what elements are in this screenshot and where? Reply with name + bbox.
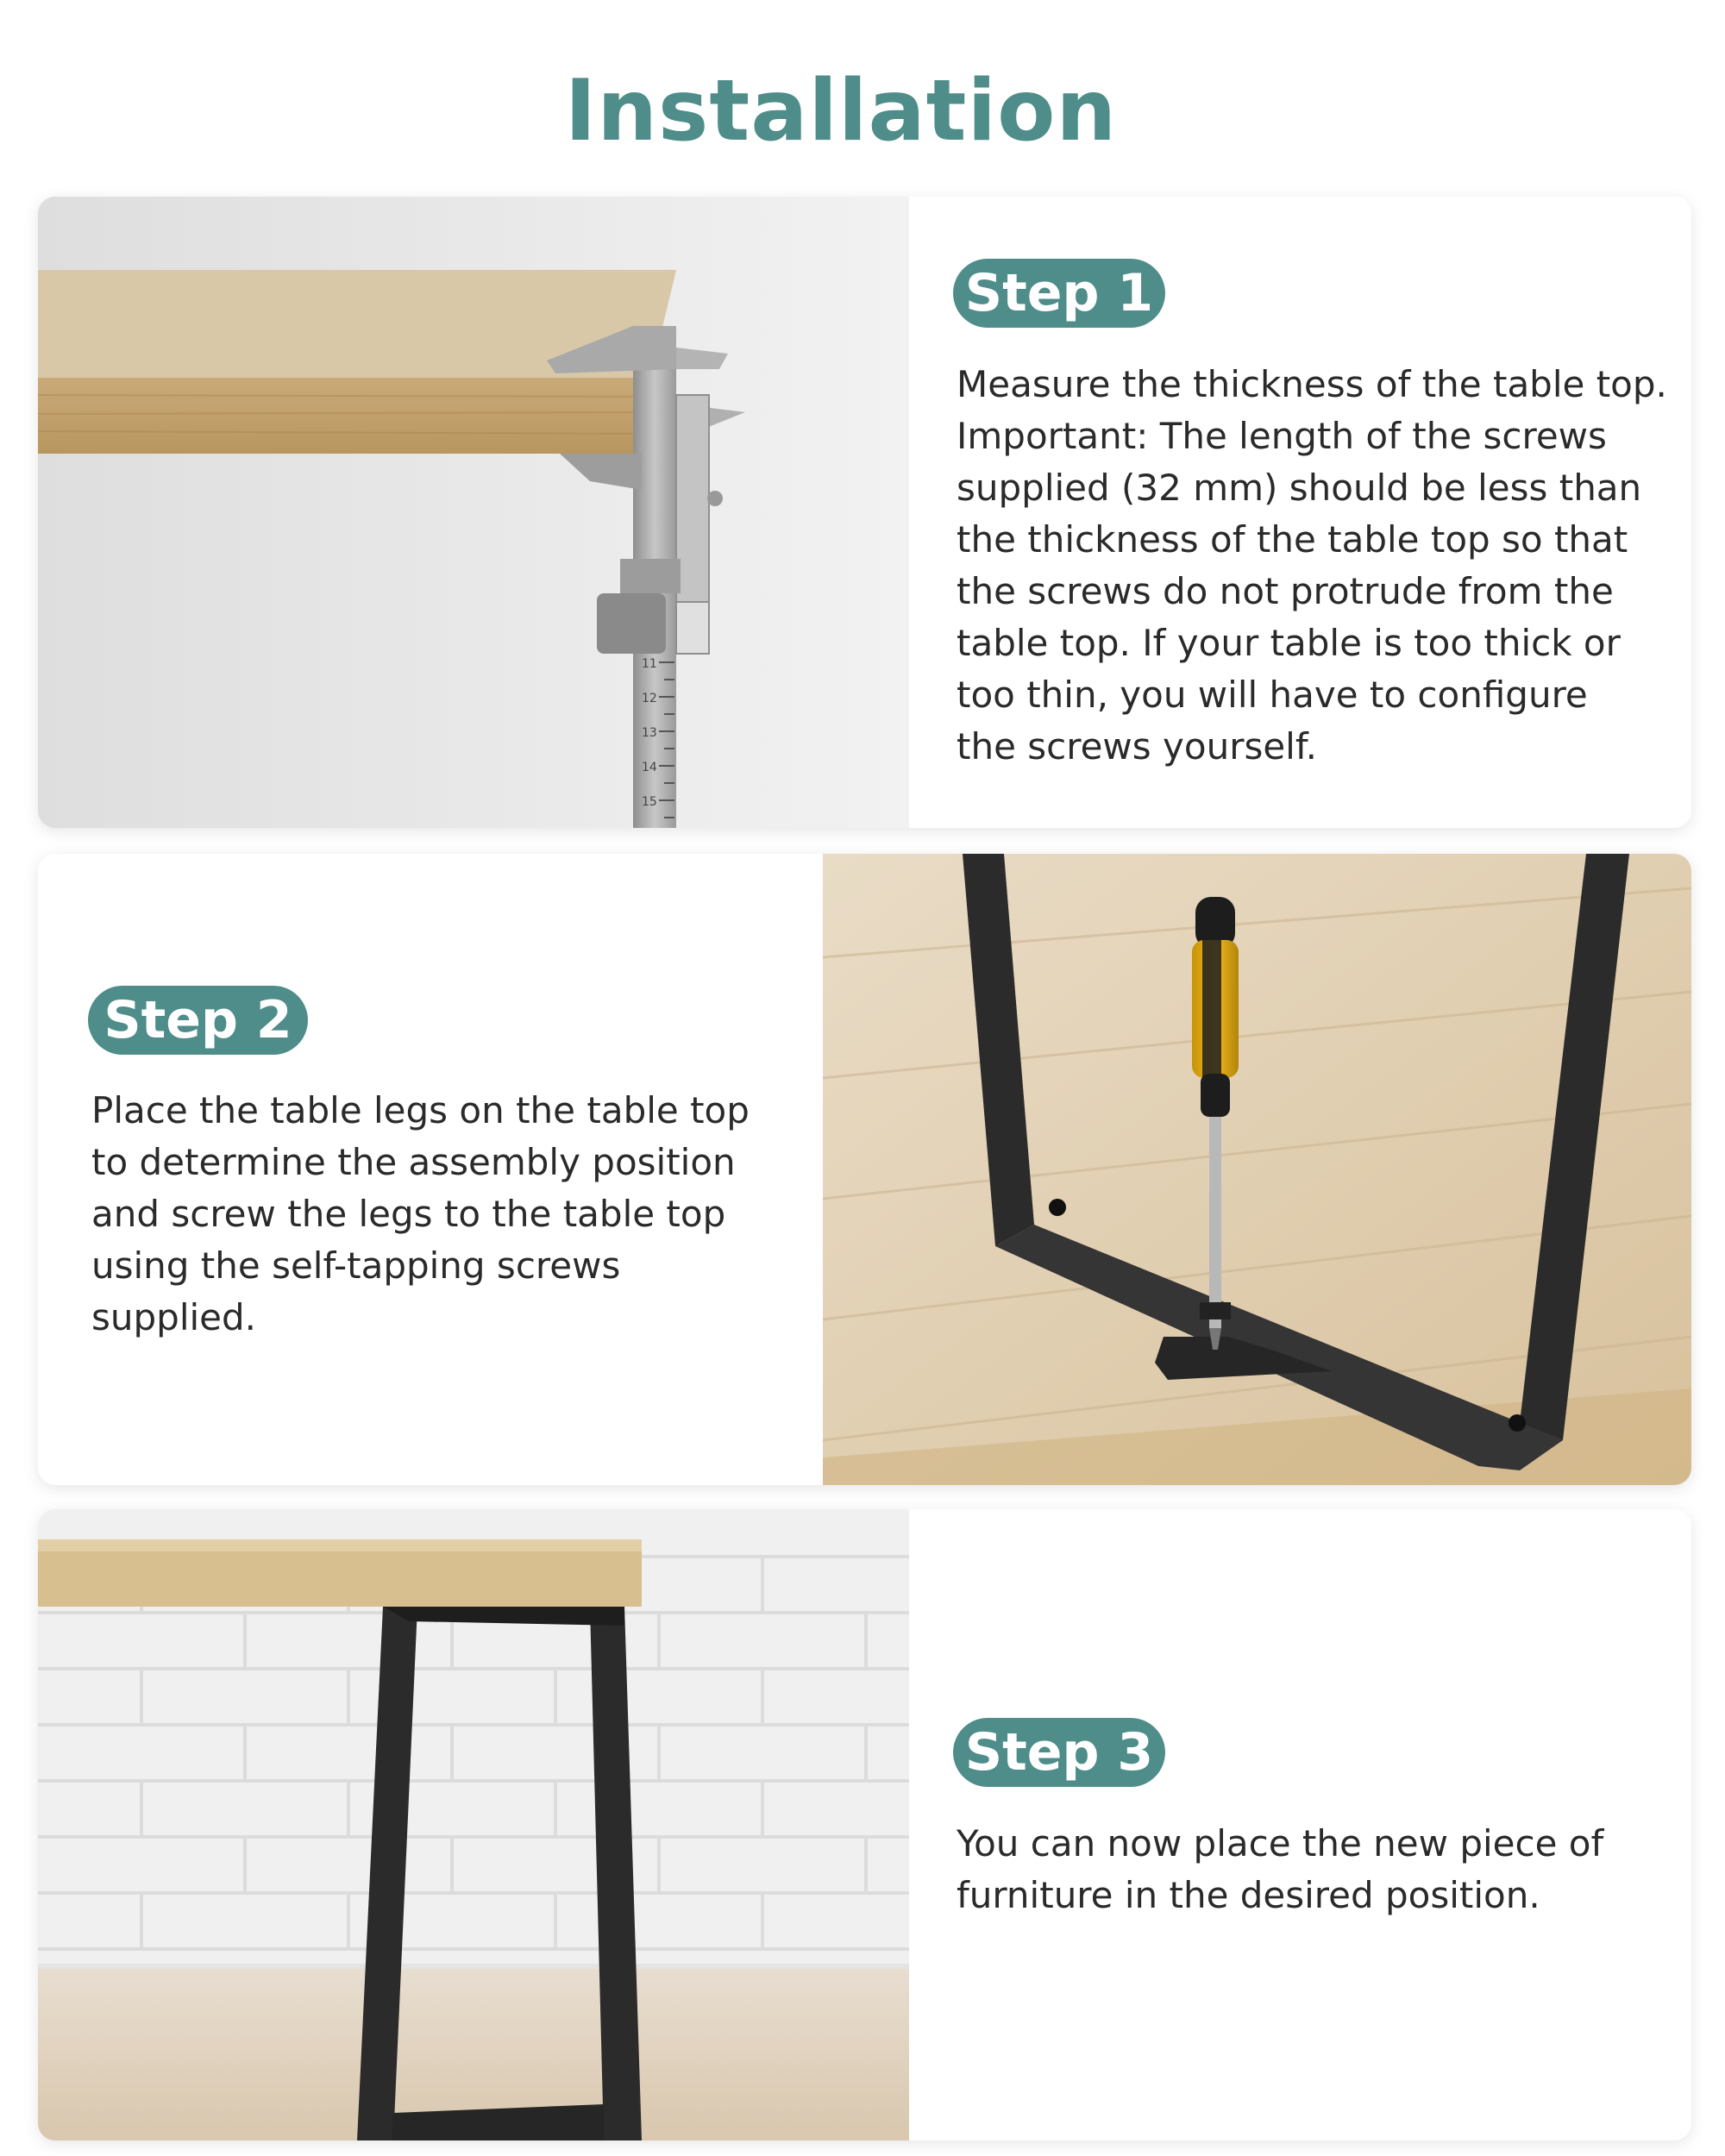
step-2-badge: Step 2 [88,986,308,1055]
ruler-tick: 12 [642,692,657,705]
step-1-badge: Step 1 [953,259,1165,328]
caliper-measuring-photo [38,197,909,828]
screwdriver-leg-photo [823,854,1691,1485]
step-2-description: Place the table legs on the table top to determine the assembly position and screw the legs to the table top using the self-tapping screws supplied. [91,1089,750,1338]
ruler-tick: 11 [642,657,657,671]
step-1-card [38,197,1691,828]
ruler-tick: 14 [642,761,657,774]
ruler-tick: 15 [642,795,657,809]
ruler-tick: 13 [642,726,657,740]
step-3-badge: Step 3 [953,1718,1165,1787]
assembled-table-photo [38,1509,909,2140]
step-2-card [38,854,1691,1485]
page-title: Installation [564,62,1118,160]
step-3-description: You can now place the new piece of furniture in the desired position. [957,1822,1604,1916]
step-3-card [38,1509,1691,2140]
step-1-description: Measure the thickness of the table top. Important: The length of the screws supplied (32 mm) should be less than the thickness of the table top so that the screws do not protrude from the table top. If your table is too thick or too thin, you will have to configure the screws yourself. [957,363,1667,768]
